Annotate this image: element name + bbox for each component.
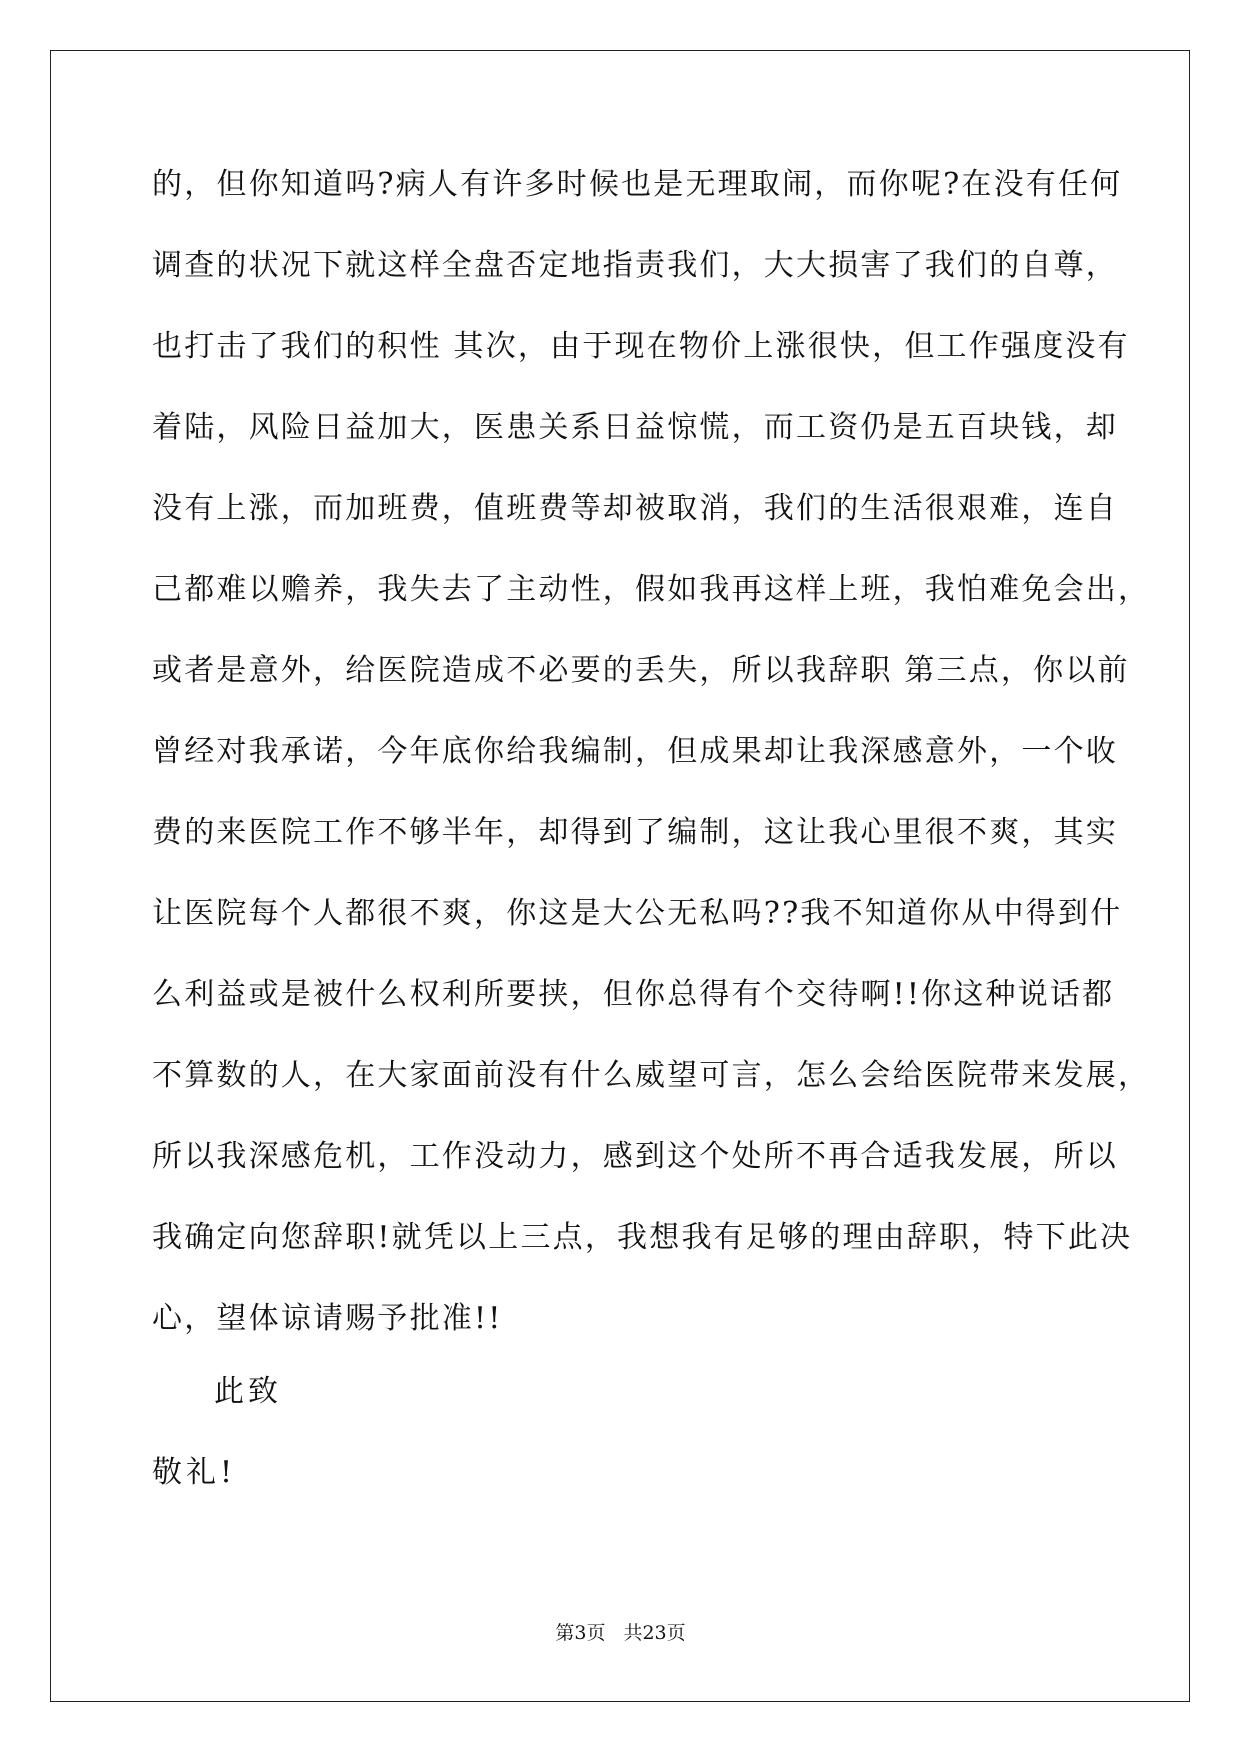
- body-line: 让医院每个人都很不爽，你这是大公无私吗??我不知道你从中得到什: [152, 896, 1123, 931]
- body-line: 费的来医院工作不够半年，却得到了编制，这让我心里很不爽，其实: [152, 815, 1118, 850]
- body-line: 曾经对我承诺，今年底你给我编制，但成果却让我深感意外，一个收: [152, 734, 1118, 769]
- body-line: 己都难以赡养，我失去了主动性，假如我再这样上班，我怕难免会出，: [152, 572, 1151, 607]
- body-line: 我确定向您辞职!就凭以上三点，我想我有足够的理由辞职，特下此决: [152, 1220, 1133, 1255]
- body-line: 调查的状况下就这样全盘否定地指责我们，大大损害了我们的自尊，: [152, 248, 1118, 283]
- body-line: 么利益或是被什么权利所要挟，但你总得有个交待啊!!你这种说话都: [152, 977, 1115, 1012]
- salutation: 此致: [214, 1374, 282, 1409]
- closing: 敬礼!: [152, 1455, 237, 1490]
- body-line: 不算数的人，在大家面前没有什么威望可言，怎么会给医院带来发展，: [152, 1058, 1151, 1093]
- body-line: 着陆，风险日益加大，医患关系日益惊慌，而工资仍是五百块钱，却: [152, 410, 1118, 445]
- body-line: 所以我深感危机，工作没动力，感到这个处所不再合适我发展，所以: [152, 1139, 1118, 1174]
- body-line: 的，但你知道吗?病人有许多时候也是无理取闹，而你呢?在没有任何: [152, 167, 1123, 202]
- page-number: 第3页: [555, 1622, 606, 1644]
- body-line: 心，望体谅请赐予批准!!: [152, 1301, 503, 1336]
- body-line: 也打击了我们的积性 其次，由于现在物价上涨很快，但工作强度没有: [152, 329, 1130, 364]
- page-total: 共23页: [623, 1622, 686, 1644]
- body-line: 或者是意外，给医院造成不必要的丢失，所以我辞职 第三点，你以前: [152, 653, 1130, 688]
- body-line: 没有上涨，而加班费，值班费等却被取消，我们的生活很艰难，连自: [152, 491, 1118, 526]
- letter-body: [152, 165, 1151, 1380]
- page-footer: [0, 1620, 1241, 1646]
